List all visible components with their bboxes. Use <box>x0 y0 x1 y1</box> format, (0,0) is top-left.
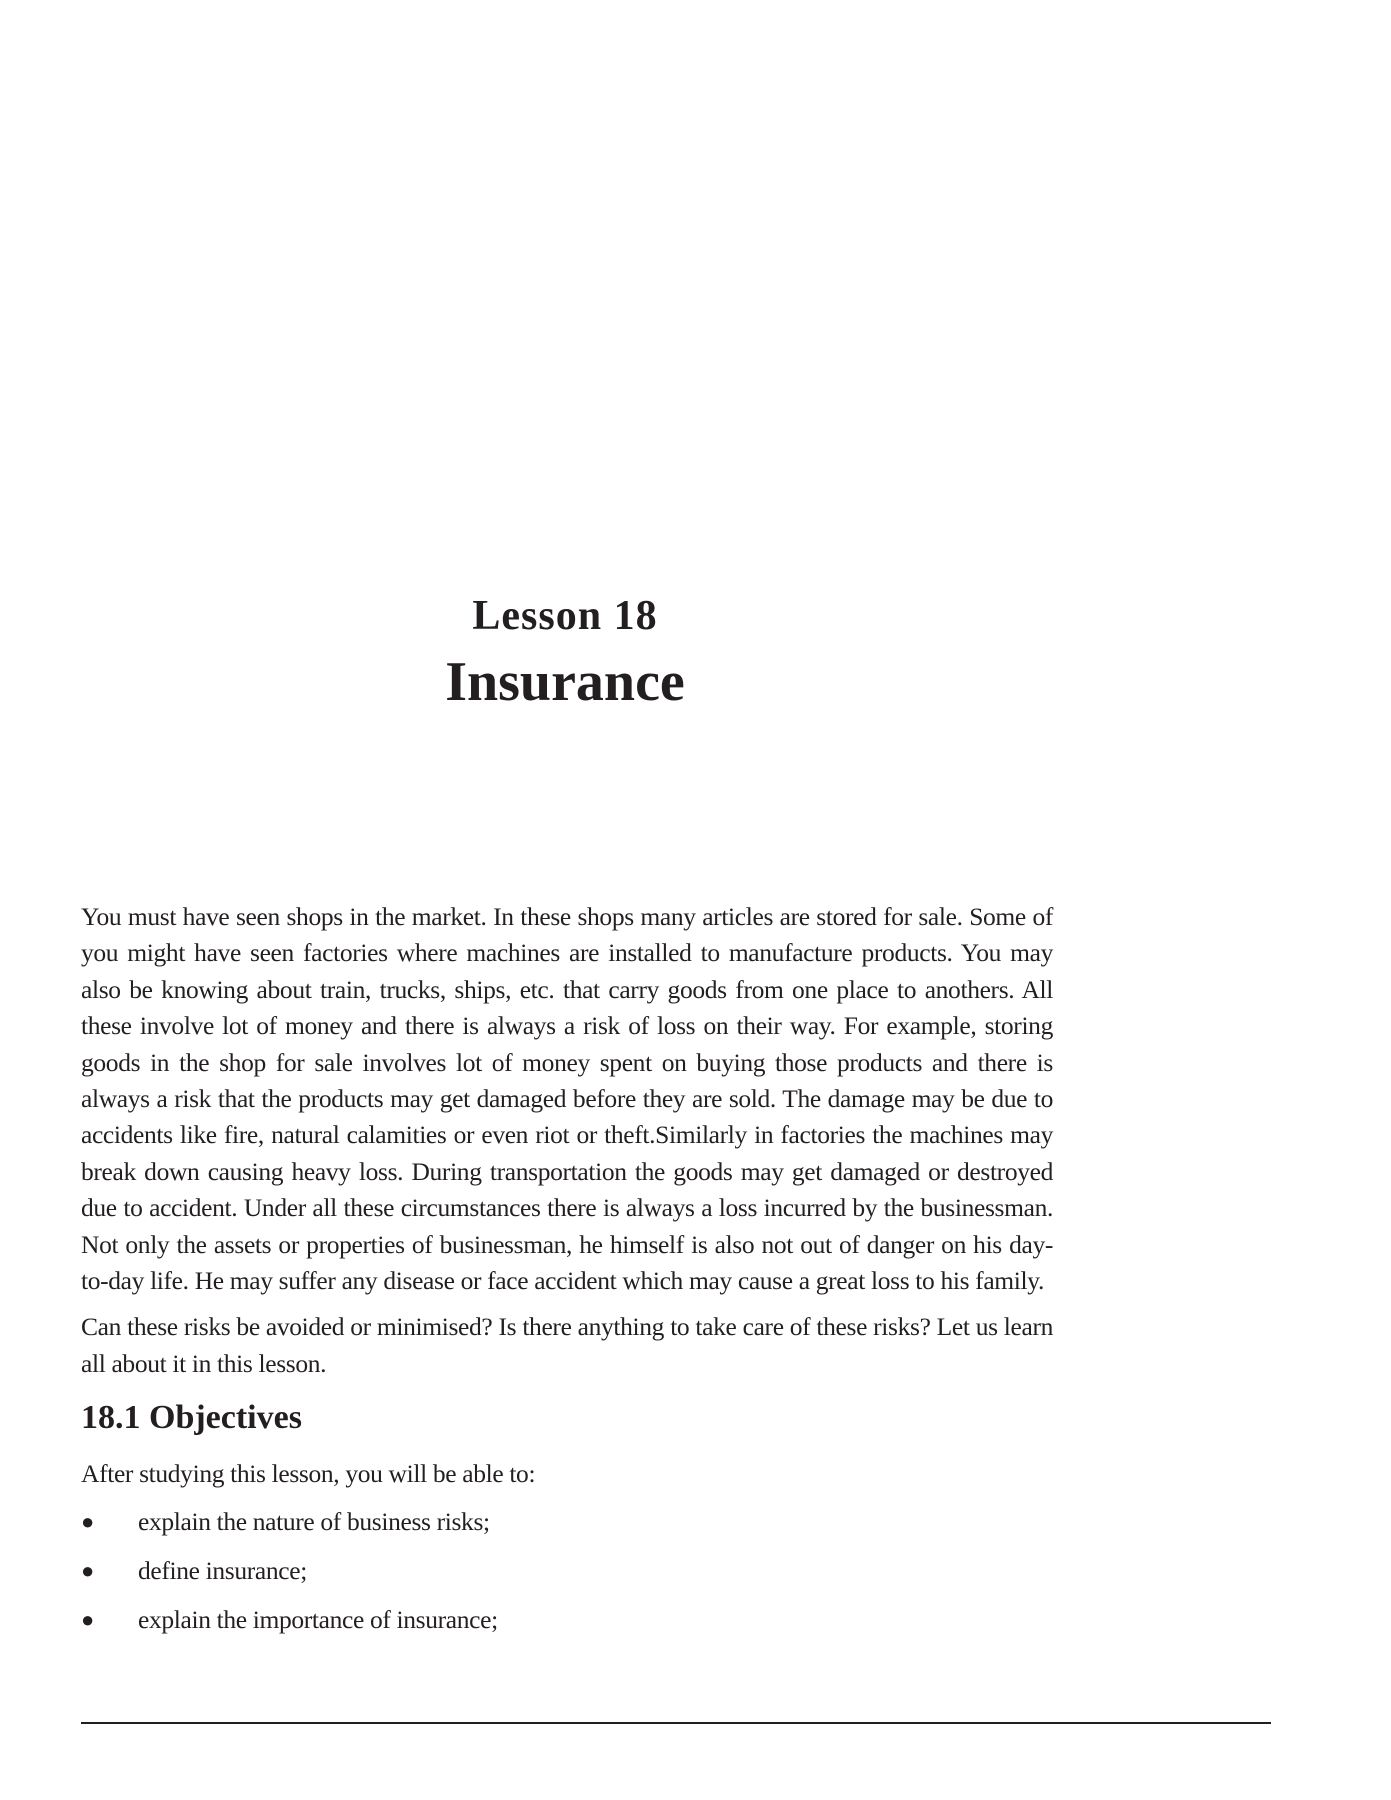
bullet-icon: ● <box>81 1509 94 1535</box>
intro-paragraph-2: Can these risks be avoided or minimised? Is there anything to take care of these risks? Let us learn all about it in this lesson. <box>81 1312 1053 1378</box>
list-item <box>81 1553 1053 1589</box>
bullet-icon: ● <box>81 1607 94 1633</box>
list-item-text: explain the nature of business risks; <box>138 1507 490 1537</box>
list-item <box>81 1602 1053 1638</box>
lesson-content <box>81 899 1053 1651</box>
list-item-text: explain the importance of insurance; <box>138 1605 498 1635</box>
intro-paragraph-1: You must have seen shops in the market. In these shops many articles are stored for sale. Some of you might have seen factories where machines are installed to manufacture products. You may also be knowing about train, trucks, ships, etc. that carry goods from one place to anothers. All these involve lot of money and there is always a risk of loss on their way. For example, storing goods in the shop for sale involves lot of money spent on buying those products and there is always a risk that the products may get damaged before they are sold. The damage may be due to accidents like fire, natural calamities or even riot or theft.Similarly in factories the machines may break down causing heavy loss. During transportation the goods may get damaged or destroyed due to accident. Under all these circumstances there is always a loss incurred by the businessman. Not only the assets or properties of businessman, he himself is also not out of danger on his day-to-day life. He may suffer any disease or face accident which may cause a great loss to his family. <box>81 902 1053 1296</box>
lesson-number: Lesson 18 <box>472 593 658 639</box>
bullet-icon: ● <box>81 1558 94 1584</box>
footer-divider <box>81 1722 1271 1724</box>
lesson-title: Insurance <box>445 651 685 713</box>
objectives-list <box>81 1504 1053 1638</box>
objectives-intro: After studying this lesson, you will be able to: <box>81 1459 536 1489</box>
list-item-text: define insurance; <box>138 1556 307 1586</box>
section-heading-objectives: 18.1 Objectives <box>81 1399 302 1437</box>
list-item <box>81 1504 1053 1540</box>
